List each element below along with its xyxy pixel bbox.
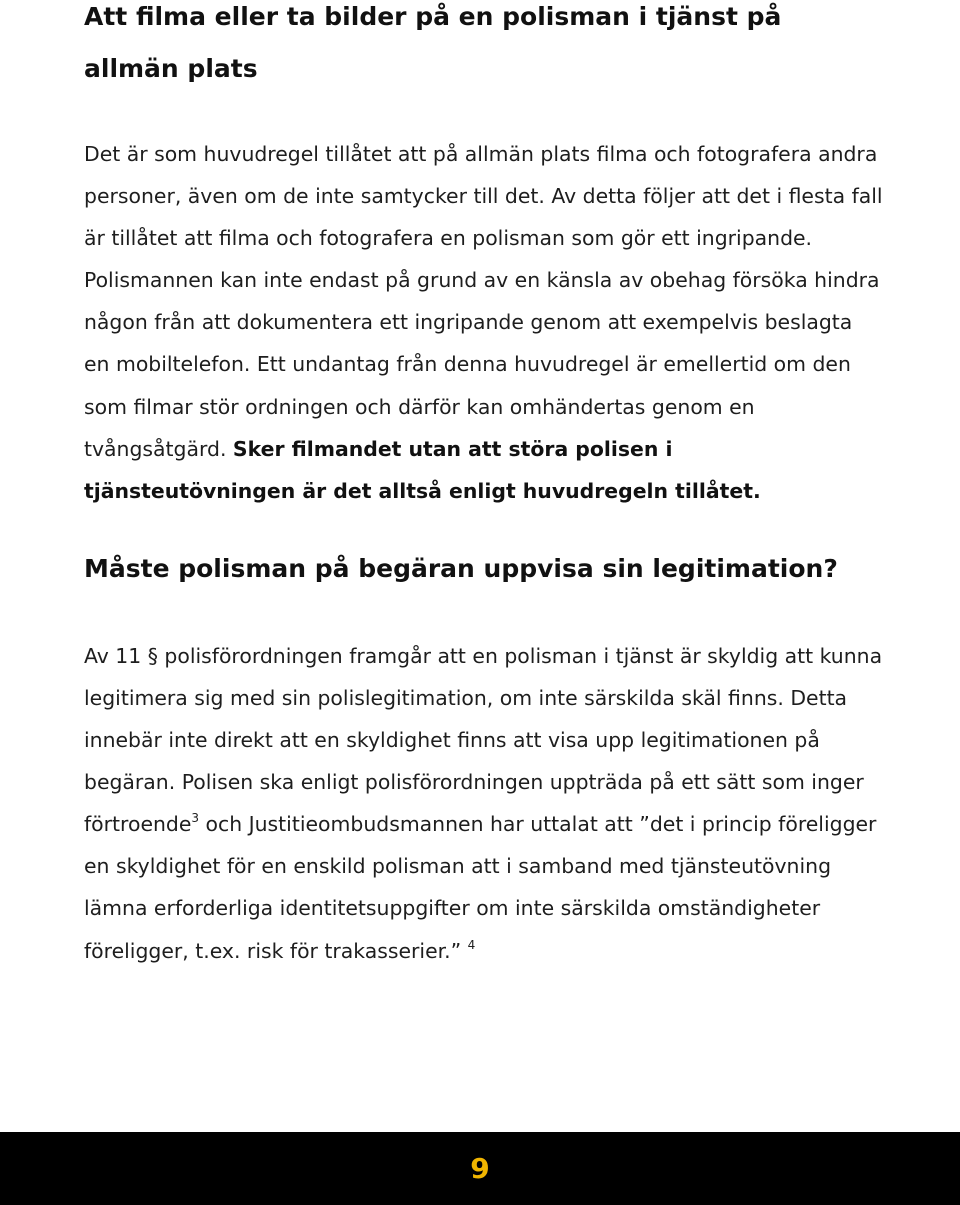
footnote-ref-3: 3 [191,811,200,826]
paragraph-identification [84,635,884,972]
footnote-ref-4: 4 [467,937,476,952]
paragraph-identification-text-1: Av 11 § polisförordningen framgår att en polisman i tjänst är skyldig att kunna legitimera sig med sin polislegitimation, om inte särskilda skäl finns. Detta innebär inte direkt att en skyldighet finns att visa upp legitimationen på begäran. Polisen ska enligt polisförordningen uppträda på ett sätt som inger förtroende [84,643,883,837]
paragraph-filming-text: Det är som huvudregel tillåtet att på allmän plats filma och fotografera andra personer, även om de inte samtycker till det. Av detta följer att det i flesta fall är tillåtet att filma och fotografera en polisman som gör ett ingripande. Polismannen kan inte endast på grund av en känsla av obehag försöka hindra någon från att dokumentera ett ingripande genom att exempelvis beslagta en mobiltelefon. Ett undantag från denna huvudregel är emellertid om den som filmar stör ordningen och därför kan omhändertas genom en tvångsåtgärd. [84,142,883,461]
paragraph-filming [84,133,884,512]
section-heading-identification: Måste polisman på begäran uppvisa sin legitimation? [84,553,838,583]
paragraph-filming-conclusion: Sker filmandet utan att störa polisen i tjänsteutövningen är det alltså enligt huvudregeln tillåtet. [84,436,761,503]
page-footer-bar [0,1132,960,1205]
page-content [84,0,884,972]
page-number: 9 [470,1152,490,1185]
section-heading-filming: Att filma eller ta bilder på en polisman i tjänst på allmän plats [84,2,782,83]
paragraph-identification-text-2: och Justitieombudsmannen har uttalat att ”det i princip föreligger en skyldighet för en enskild polisman att i samband med tjänsteutövning lämna erforderliga identitetsuppgifter om inte särskilda omständigheter föreligger, t.ex. risk för trakasserier.” [84,812,877,963]
